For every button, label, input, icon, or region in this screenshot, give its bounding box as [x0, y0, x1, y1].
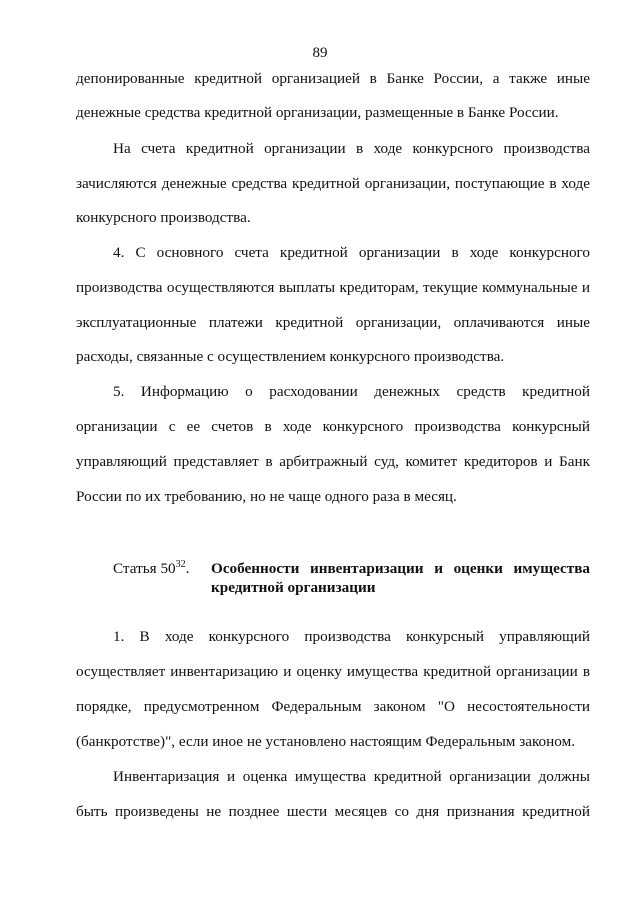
text-line: порядке, предусмотренном Федеральным законом "О несостоятельности [76, 698, 590, 715]
text-line: расходы, связанные с осуществлением конкурсного производства. [76, 348, 505, 365]
text-line: зачисляются денежные средства кредитной организации, поступающие в ходе [76, 175, 590, 192]
text-line: депонированные кредитной организацией в Банке России, а также иные [76, 70, 590, 87]
text-line: 5. Информацию о расходовании денежных средств кредитной [113, 383, 590, 400]
page-number: 89 [312, 45, 328, 61]
article-number-superscript: 32 [175, 559, 186, 570]
text-line: производства осуществляются выплаты кредиторам, текущие коммунальные и [76, 279, 590, 296]
text-line: (банкротстве)", если иное не установлено настоящим Федеральным законом. [76, 733, 575, 750]
text-line: денежные средства кредитной организации, размещенные в Банке России. [76, 104, 559, 121]
text-line: быть произведены не позднее шести месяцев со дня признания кредитной [76, 803, 590, 820]
text-line: организации с ее счетов в ходе конкурсного производства конкурсный [76, 418, 590, 435]
article-label-suffix: . [185, 560, 190, 577]
text-line: 4. С основного счета кредитной организации в ходе конкурсного [113, 244, 590, 261]
text-line: осуществляет инвентаризацию и оценку имущества кредитной организации в [76, 663, 590, 680]
article-title: Особенности инвентаризации и оценки имущества [211, 560, 590, 577]
article-title: кредитной организации [211, 579, 376, 596]
text-line: На счета кредитной организации в ходе конкурсного производства [113, 140, 590, 157]
article-label [113, 559, 189, 579]
text-line: управляющий представляет в арбитражный суд, комитет кредиторов и Банк [76, 453, 590, 470]
article-label-text: Статья 50 [113, 560, 176, 577]
text-line: конкурсного производства. [76, 209, 251, 226]
text-line: Инвентаризация и оценка имущества кредитной организации должны [113, 768, 590, 785]
text-line: 1. В ходе конкурсного производства конкурсный управляющий [113, 628, 590, 645]
text-line: эксплуатационные платежи кредитной организации, оплачиваются иные [76, 314, 590, 331]
text-line: России по их требованию, но не чаще одного раза в месяц. [76, 488, 457, 505]
